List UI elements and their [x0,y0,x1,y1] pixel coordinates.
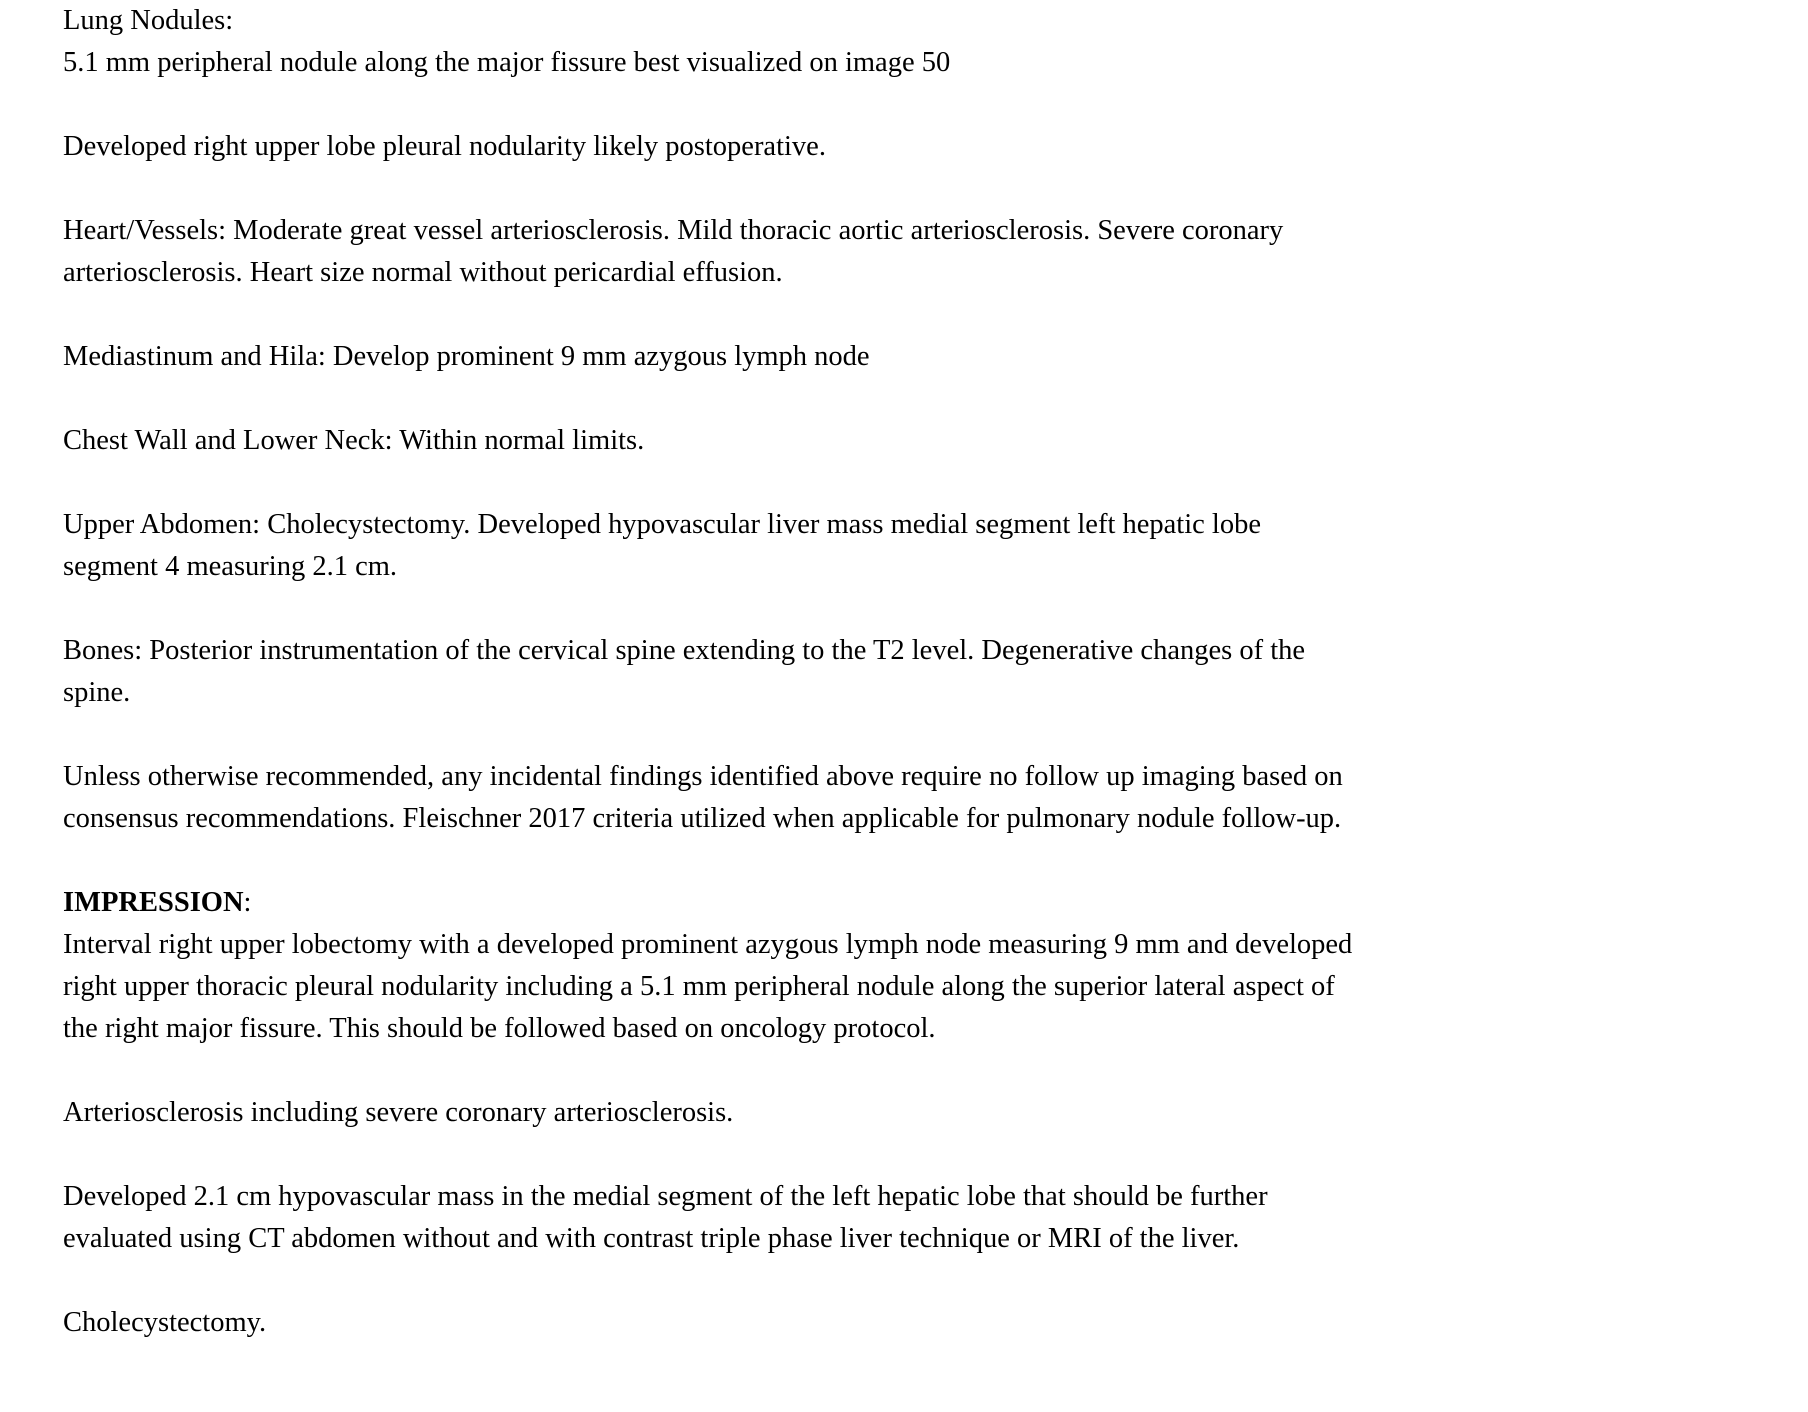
bones-finding: Bones: Posterior instrumentation of the cervical spine extending to the T2 level. Degenerative changes of the spine. [63,635,1306,708]
impression-item-1: Interval right upper lobectomy with a developed prominent azygous lymph node measuring 9 mm and developed right upper thoracic pleural nodularity including a 5.1 mm peripheral nodule along the superior lateral aspect of the right major fissure. This should be followed based on oncology protocol. [63,929,1353,1044]
lung-nodules-finding: 5.1 mm peripheral nodule along the major fissure best visualized on image 50 [63,47,951,78]
lung-nodules-heading: Lung Nodules: [63,5,234,36]
chest-wall-finding: Chest Wall and Lower Neck: Within normal limits. [63,425,645,456]
radiology-report [63,0,1363,1386]
impression-heading [63,882,1363,924]
impression-item-3: Developed 2.1 cm hypovascular mass in the medial segment of the left hepatic lobe that should be further evaluated using CT abdomen without and with contrast triple phase liver technique or MRI of the liver. [63,1181,1268,1254]
mediastinum-finding: Mediastinum and Hila: Develop prominent 9 mm azygous lymph node [63,341,870,372]
incidental-findings-note: Unless otherwise recommended, any incidental findings identified above require no follow up imaging based on consensus recommendations. Fleischner 2017 criteria utilized when applicable for pulmonary nodule follow-up. [63,761,1343,834]
impression-label: IMPRESSION [63,887,244,918]
heart-vessels-finding: Heart/Vessels: Moderate great vessel arteriosclerosis. Mild thoracic aortic arteriosclerosis. Severe coronary arteriosclerosis. Heart size normal without pericardial effusion. [63,215,1284,288]
impression-section [63,882,1363,1050]
pleural-finding: Developed right upper lobe pleural nodularity likely postoperative. [63,131,826,162]
upper-abdomen-finding: Upper Abdomen: Cholecystectomy. Developed hypovascular liver mass medial segment left hepatic lobe segment 4 measuring 2.1 cm. [63,509,1261,582]
impression-item-2: Arteriosclerosis including severe coronary arteriosclerosis. [63,1097,734,1128]
impression-item-4: Cholecystectomy. [63,1307,267,1338]
lung-nodules-section [63,0,1363,84]
impression-colon: : [243,887,252,918]
